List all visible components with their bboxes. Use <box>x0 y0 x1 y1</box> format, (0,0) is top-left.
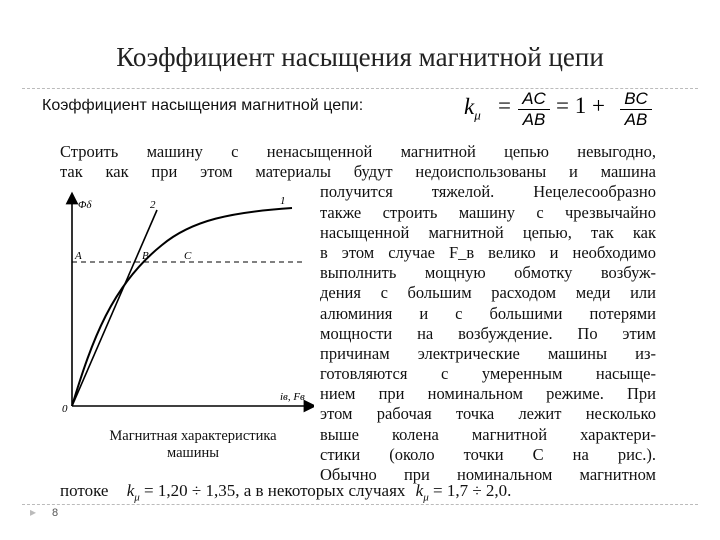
paragraph-line: в этом случае F_в велико и необходимо <box>320 242 656 262</box>
paragraph-line: выполнить мощную обмотку возбуж- <box>320 263 656 283</box>
paragraph-line: также строить машину с чрезвычайно <box>320 202 656 222</box>
figure-caption <box>88 428 298 462</box>
frac1-denominator: AB <box>522 110 546 129</box>
paragraph-line: так как при этом материалы будут недоиспользованы и машина <box>60 162 656 182</box>
origin-label: 0 <box>62 403 68 415</box>
frac2-numerator: BC <box>624 89 648 108</box>
paragraph-line: алюминия и с большими потерями <box>320 303 656 323</box>
paragraph-column <box>320 182 656 485</box>
paragraph-line: насыщенной магнитной цепью, так как <box>320 222 656 242</box>
paragraph-line: дения с большим расходом меди или <box>320 283 656 303</box>
point-c-label: C <box>184 250 192 262</box>
paragraph-line: мощности на возбуждение. По этим <box>320 323 656 343</box>
paragraph-line: Строить машину с ненасыщенной магнитной цепью невыгодно, <box>60 142 656 161</box>
page-number: 8 <box>52 507 59 519</box>
caption-line: Магнитная характеристика <box>109 428 277 444</box>
paragraph-line: этом рабочая точка лежит несколько <box>320 404 656 424</box>
formula-k: $k_\mu$ <box>464 94 481 123</box>
bottom-text: потоке <box>60 481 109 500</box>
fraction-ac-ab <box>518 90 550 129</box>
bottom-k1: $k_\mu$ <box>126 481 140 504</box>
caption-line: машины <box>167 445 219 461</box>
bottom-k2: $k_\mu$ <box>415 481 429 504</box>
slide-title: Коэффициент насыщения магнитной цепи <box>116 42 604 72</box>
bottom-text: = 1,7 ÷ 2,0. <box>433 481 512 500</box>
point-a-label: A <box>75 250 82 262</box>
frac2-denominator: AB <box>624 110 648 129</box>
paragraph-line: готовляются с умеренным насыще- <box>320 364 656 384</box>
formula-one-plus: = 1 + <box>556 93 605 118</box>
paragraph-line: получится тяжелой. Нецелесообразно <box>320 182 656 202</box>
magnetization-curve-1 <box>72 208 292 406</box>
y-axis-label: Φδ <box>78 199 92 211</box>
air-gap-line-2 <box>72 210 157 406</box>
paragraph-line: причинам электрические машины из- <box>320 343 656 363</box>
magnetization-curve-figure <box>52 190 314 422</box>
fraction-bc-ab <box>620 90 652 129</box>
subtitle: Коэффициент насыщения магнитной цепи: <box>42 97 364 114</box>
paragraph-line: Обычно при номинальном магнитном <box>320 465 656 485</box>
bottom-text: = 1,20 ÷ 1,35, а в некоторых случаях <box>144 481 406 500</box>
bottom-divider <box>22 504 698 505</box>
saturation-formula <box>462 86 662 134</box>
paragraph-line: нием при номинальном режиме. При <box>320 384 656 404</box>
paragraph-full <box>60 142 656 182</box>
paragraph-line: стики (около точки C на рис.). <box>320 444 656 464</box>
frac1-numerator: AC <box>522 89 546 108</box>
line-2-label: 2 <box>150 199 156 211</box>
bottom-sentence <box>60 481 511 503</box>
curve-1-label: 1 <box>280 195 286 207</box>
point-b-label: B <box>142 250 149 262</box>
formula-equals: = <box>498 93 511 118</box>
paragraph-line: выше колена магнитной характери- <box>320 424 656 444</box>
x-axis-label: iв, Fв <box>280 391 305 403</box>
triangle-bullet-icon: ▸ <box>30 505 37 519</box>
